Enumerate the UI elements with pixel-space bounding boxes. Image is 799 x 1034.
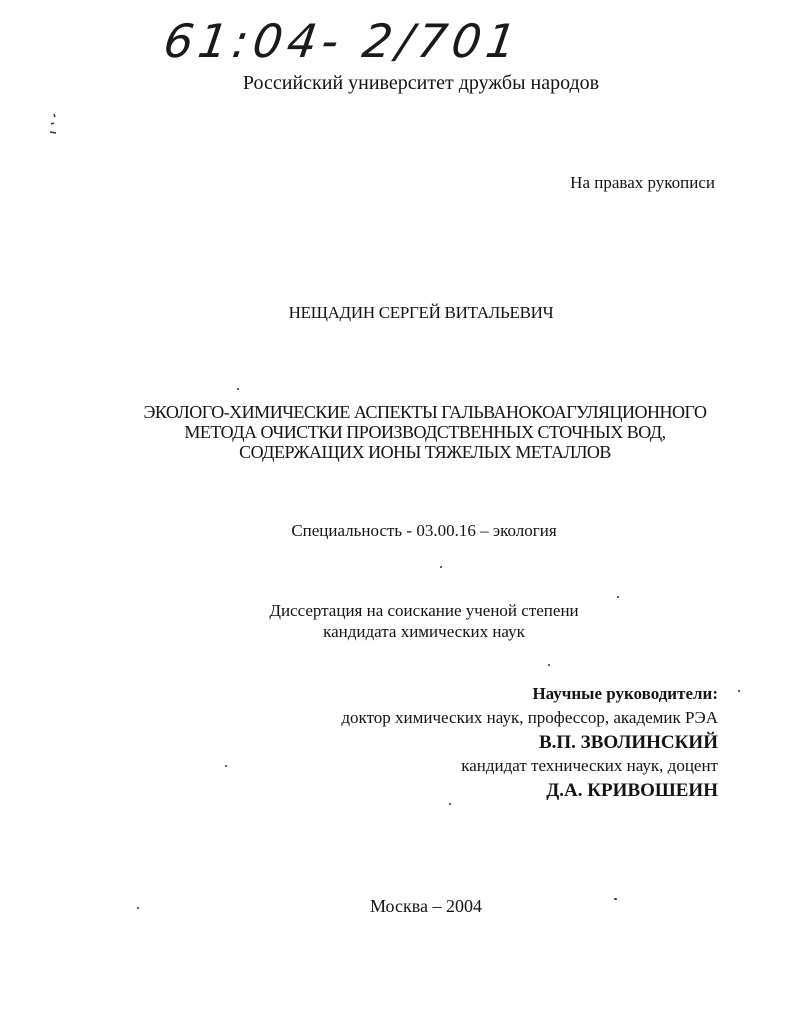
title-line-1: ЭКОЛОГО-ХИМИЧЕСКИЕ АСПЕКТЫ ГАЛЬВАНОКОАГУЛЯЦИОННОГО — [143, 402, 707, 422]
second-supervisor-name: Д.А. КРИВОШЕИН — [546, 780, 718, 801]
city-year: Москва – 2004 — [370, 896, 482, 916]
first-supervisor-name: В.П. ЗВОЛИНСКИЙ — [538, 732, 718, 753]
rights-notice: На правах рукописи — [570, 173, 715, 192]
second-supervisor-title: кандидат технических наук, доцент — [461, 756, 718, 775]
degree-line-2: кандидата химических наук — [323, 622, 525, 641]
scan-speck — [225, 765, 227, 767]
author-name: НЕЩАДИН СЕРГЕЙ ВИТАЛЬЕВИЧ — [288, 303, 554, 322]
supervisors-heading: Научные руководители: — [532, 684, 718, 703]
handwritten-archive-number: 61:04- 2/701 — [160, 14, 525, 68]
margin-mark-icon — [48, 112, 60, 134]
scan-speck — [237, 388, 239, 390]
dissertation-title — [0, 402, 799, 462]
scan-speck — [738, 690, 740, 692]
title-line-3: СОДЕРЖАЩИХ ИОНЫ ТЯЖЕЛЫХ МЕТАЛЛОВ — [239, 442, 611, 462]
scan-speck — [449, 803, 451, 805]
specialty-line: Специальность - 03.00.16 – экология — [291, 521, 557, 540]
scan-speck — [548, 664, 550, 666]
scan-speck — [137, 907, 139, 909]
title-line-2: МЕТОДА ОЧИСТКИ ПРОИЗВОДСТВЕННЫХ СТОЧНЫХ ВОД, — [184, 422, 666, 442]
scan-speck — [440, 566, 442, 568]
first-supervisor-title: доктор химических наук, профессор, академик РЭА — [341, 708, 718, 727]
degree-line-1: Диссертация на соискание ученой степени — [269, 601, 579, 620]
degree-statement — [0, 600, 799, 642]
scan-speck — [614, 898, 617, 900]
scan-speck — [617, 596, 619, 598]
university-name: Российский университет дружбы народов — [242, 72, 600, 94]
supervisors-block — [341, 684, 718, 804]
